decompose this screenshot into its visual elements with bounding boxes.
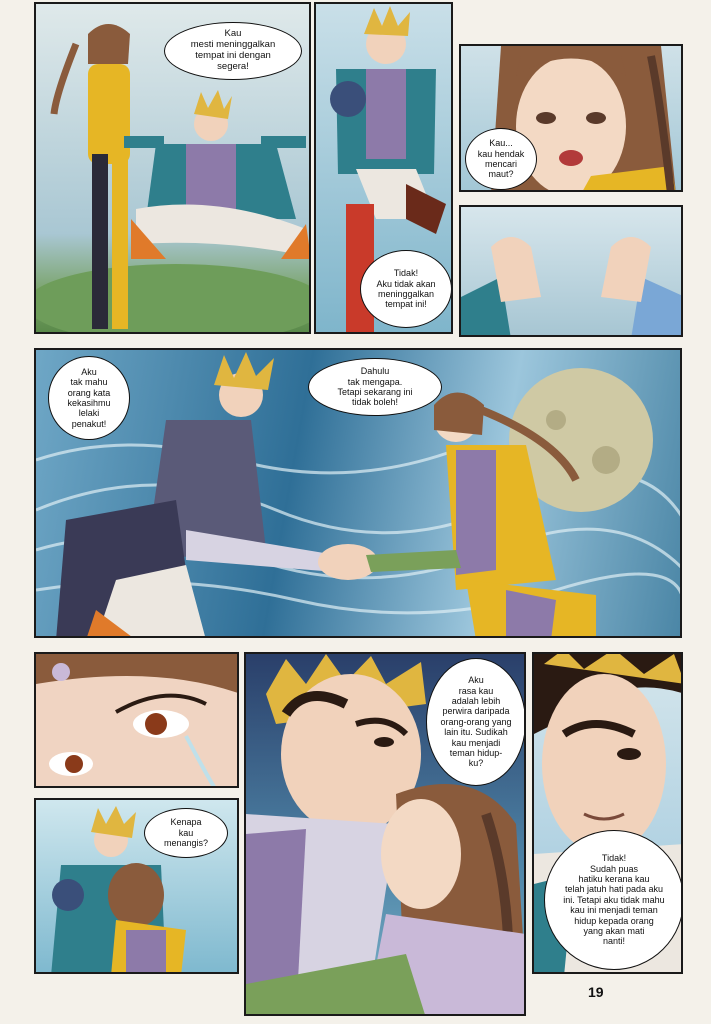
speech-bubble: Tidak! Aku tidak akan meninggalkan tempat ini!	[360, 250, 452, 328]
page-number: 19	[588, 984, 604, 1000]
panel-6-art	[36, 654, 239, 788]
panel-8	[532, 652, 683, 974]
panel-4	[459, 205, 683, 337]
panel-4-art	[461, 207, 683, 337]
panel-6	[34, 652, 239, 788]
hero-figure	[124, 90, 311, 259]
panel-9	[34, 798, 239, 974]
grass-ground	[36, 264, 311, 334]
heroine-face-closeup	[36, 654, 239, 788]
speech-bubble: Kenapa kau menangis?	[144, 808, 228, 858]
speech-bubble: Aku tak mahu orang kata kekasihmu lelaki penakut!	[48, 356, 130, 440]
speech-bubble: Dahulu tak mengapa. Tetapi sekarang ini tidak boleh!	[308, 358, 442, 416]
panel-1	[34, 2, 311, 334]
panel-7	[244, 652, 526, 1016]
panel-2	[314, 2, 453, 334]
tear-drop	[186, 736, 216, 788]
speech-bubble: Kau... kau hendak mencari maut?	[465, 128, 537, 190]
hands-reaching	[461, 237, 683, 337]
speech-bubble: Tidak! Sudah puas hatiku kerana kau telah jatuh hati pada aku ini. Tetapi aku tidak mahu kau ini menjadi teman hidup kepada orang yang akan mati nanti!	[544, 830, 683, 970]
speech-bubble: Aku rasa kau adalah lebih perwira daripada orang-orang yang lain itu. Sudikah kau menjadi teman hidup- ku?	[426, 658, 526, 786]
panel-5	[34, 348, 682, 638]
panel-3	[459, 44, 683, 192]
speech-bubble: Kau mesti meninggalkan tempat ini dengan segera!	[164, 22, 302, 80]
